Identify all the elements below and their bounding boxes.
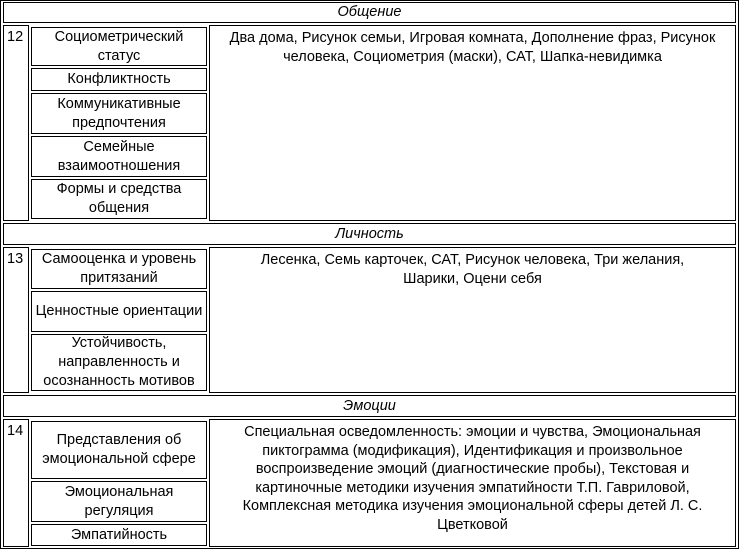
aspect-cell: Социометрический статус (31, 27, 207, 66)
row-number-14: 14 (3, 419, 29, 547)
aspect-cell: Семейные взаимоотношения (31, 136, 207, 177)
aspect-cell: Устойчивость, направленность и осознанность мотивов (31, 334, 207, 391)
aspect-cell: Самооценка и уровень притязаний (31, 249, 207, 289)
row-number-13: 13 (3, 247, 29, 393)
aspect-cell: Эмоциональная регуляция (31, 481, 207, 522)
aspect-cell: Эмпатийность (31, 524, 207, 546)
aspect-cell: Ценностные ориентации (31, 291, 207, 332)
aspect-cell: Коммуникативные предпочтения (31, 93, 207, 134)
section-header-personality: Личность (3, 223, 736, 245)
aspect-cell: Конфликтность (31, 68, 207, 91)
section-header-emotions: Эмоции (3, 395, 736, 417)
methods-cell-personality: Лесенка, Семь карточек, САТ, Рисунок человека, Три желания, Шарики, Оцени себя (209, 247, 736, 393)
aspect-cell: Представления об эмоциональной сфере (31, 421, 207, 479)
section-header-communication: Общение (3, 2, 736, 23)
aspect-cell: Формы и средства общения (31, 179, 207, 219)
row-number-12: 12 (3, 25, 29, 221)
methods-cell-communication: Два дома, Рисунок семьи, Игровая комната, Дополнение фраз, Рисунок человека, Социометрия (маски), САТ, Шапка-невидимка (209, 25, 736, 221)
methods-cell-emotions: Специальная осведомленность: эмоции и чувства, Эмоциональная пиктограмма (модификация), Идентификация и произвольное воспроизведение эмоций (диагностические пробы), Текстовая и картиночные методики изучения эмпатийности Т.П. Гавриловой, Комплексная методика изучения эмоциональной сферы детей Л. С. Цветковой (209, 419, 736, 547)
